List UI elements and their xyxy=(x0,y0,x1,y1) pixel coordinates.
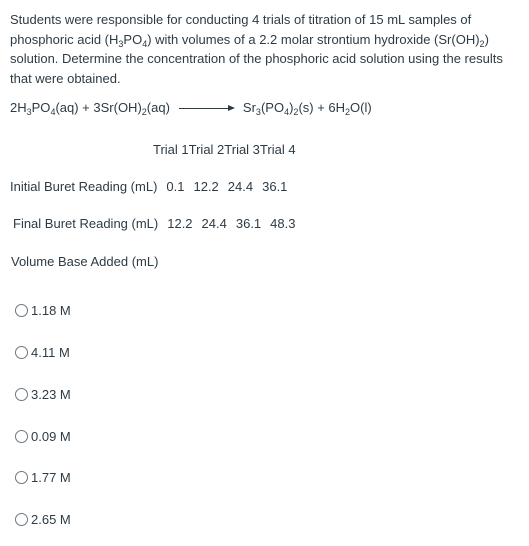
choice-label: 1.77 M xyxy=(31,470,71,485)
subscript: 3 xyxy=(26,107,32,117)
answer-choice-4[interactable] xyxy=(15,429,71,444)
reaction-arrow-icon xyxy=(179,104,235,114)
subscript: 4 xyxy=(284,107,290,117)
question-text xyxy=(10,10,515,88)
equation-part: (s) + 6H xyxy=(298,100,346,115)
trial-header: Trial 1 xyxy=(153,142,189,157)
question-text-part: Students were responsible for conducting 4 trials of titration of 15 mL samples of phosphoric acid (H xyxy=(10,12,472,47)
row-label: Initial Buret Reading (mL) xyxy=(10,179,158,194)
equation-part: ) xyxy=(289,100,294,115)
answer-choice-3[interactable] xyxy=(15,387,71,402)
cell-value: 48.3 xyxy=(270,216,296,231)
cell-value: 0.1 xyxy=(166,179,185,194)
radio-button-icon[interactable] xyxy=(15,430,28,443)
subscript: 2 xyxy=(345,107,351,117)
final-buret-row xyxy=(13,216,295,231)
equation-part: (aq) xyxy=(146,100,170,115)
radio-button-icon[interactable] xyxy=(15,346,28,359)
choice-label: 2.65 M xyxy=(31,512,71,527)
subscript: 2 xyxy=(141,107,147,117)
volume-base-row xyxy=(11,254,158,269)
trial-header: Trial 3 xyxy=(224,142,260,157)
row-label: Final Buret Reading (mL) xyxy=(13,216,159,231)
cell-value: 24.4 xyxy=(201,216,227,231)
answer-choice-1[interactable] xyxy=(15,303,71,318)
radio-button-icon[interactable] xyxy=(15,388,28,401)
equation-part: (aq) + 3Sr(OH) xyxy=(55,100,142,115)
choice-label: 4.11 M xyxy=(31,345,70,360)
question-text-part: ) with volumes of a 2.2 molar strontium hydroxide (Sr(OH) xyxy=(147,31,480,47)
answer-choice-2[interactable] xyxy=(15,345,70,360)
trial-header: Trial 4 xyxy=(259,142,296,157)
subscript: 3 xyxy=(255,107,261,117)
cell-value: 36.1 xyxy=(235,216,262,231)
cell-value: 36.1 xyxy=(262,179,288,194)
radio-button-icon[interactable] xyxy=(15,304,28,317)
subscript: 3 xyxy=(118,38,124,49)
subscript: 2 xyxy=(479,38,485,49)
trial-header: Trial 2 xyxy=(188,142,225,157)
answer-choice-6[interactable] xyxy=(15,512,71,527)
subscript: 2 xyxy=(293,107,299,117)
radio-button-icon[interactable] xyxy=(15,513,28,526)
subscript: 4 xyxy=(50,107,56,117)
equation-part: (PO xyxy=(260,100,285,115)
cell-value: 12.2 xyxy=(167,216,193,231)
question-text-part: PO xyxy=(123,31,143,47)
trial-headers xyxy=(153,142,296,157)
choice-label: 3.23 M xyxy=(31,387,71,402)
choice-label: 0.09 M xyxy=(31,429,71,444)
equation-part: Sr xyxy=(242,100,256,115)
question-text-part: ) solution. Determine the concentration of the phosphoric acid solution using the results that were obtained. xyxy=(10,31,503,86)
row-label: Volume Base Added (mL) xyxy=(11,254,159,269)
radio-button-icon[interactable] xyxy=(15,471,28,484)
chemical-equation xyxy=(10,98,372,117)
initial-buret-row xyxy=(10,179,287,194)
equation-part: O(l) xyxy=(350,100,372,115)
cell-value: 24.4 xyxy=(227,179,254,194)
equation-part: 2H xyxy=(10,100,27,115)
equation-part: PO xyxy=(31,100,51,115)
choice-label: 1.18 M xyxy=(31,303,71,318)
cell-value: 12.2 xyxy=(193,179,219,194)
subscript: 4 xyxy=(142,38,148,49)
answer-choice-5[interactable] xyxy=(15,470,71,485)
